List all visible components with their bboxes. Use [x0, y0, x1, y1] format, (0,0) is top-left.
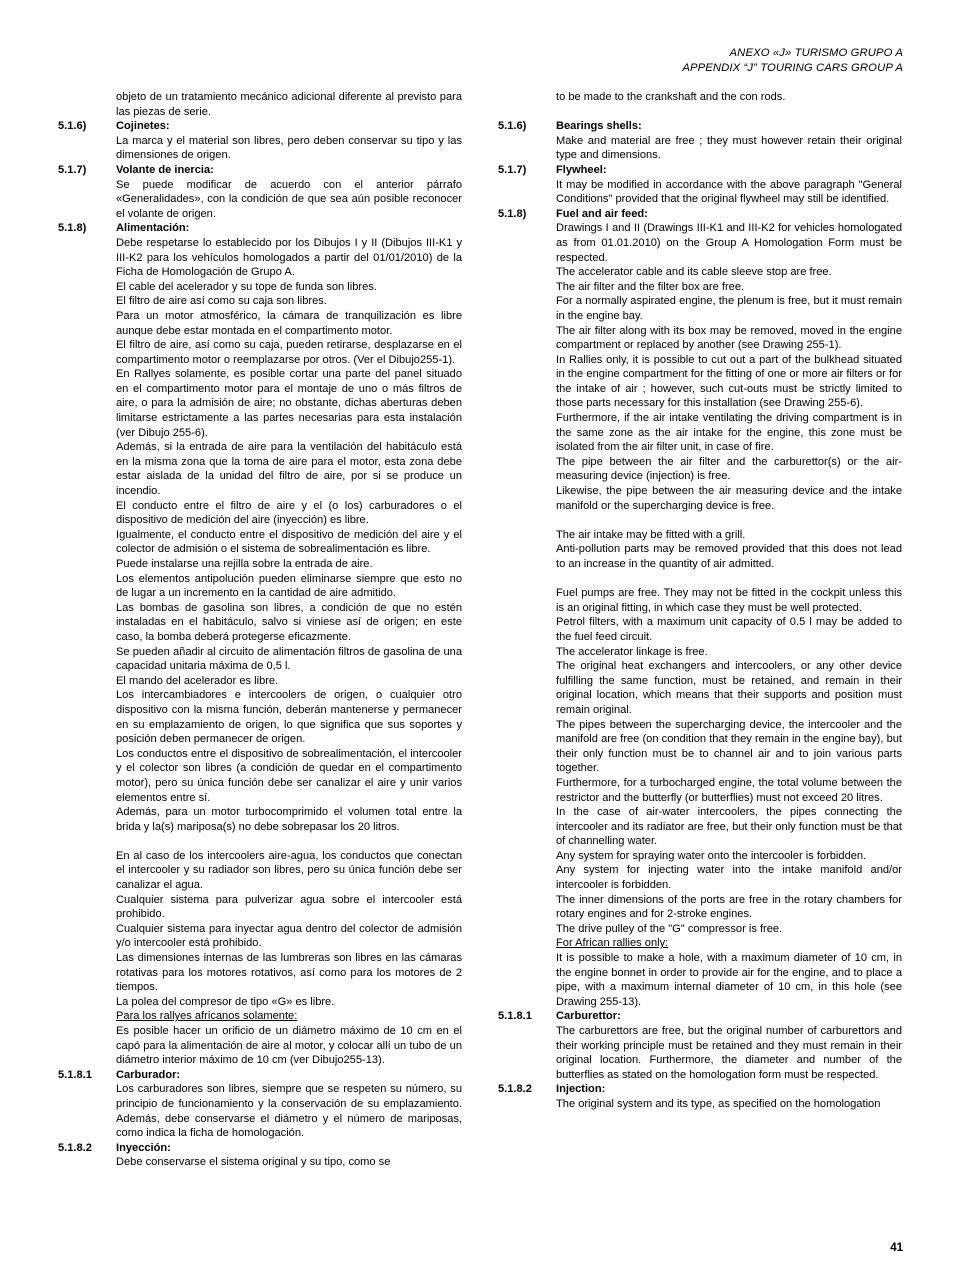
- paragraph: Cualquier sistema para pulverizar agua sobre el intercooler está prohibido.: [116, 893, 462, 921]
- paragraph: The drive pulley of the "G" compressor is free.: [556, 922, 783, 935]
- paragraph: Likewise, the pipe between the air measuring device and the intake manifold or the supercharging device is free.: [556, 485, 902, 512]
- paragraph: The pipe between the air filter and the carburettor(s) or the air-measuring device (injection) is free.: [556, 455, 902, 483]
- paragraph: In the case of air-water intercoolers, the pipes connecting the intercooler and its radiator are free, but their only function must be that of channelling water.: [556, 806, 902, 848]
- paragraph: The inner dimensions of the ports are free in the rotary chambers for rotary engines and for 2-stroke engines.: [556, 893, 902, 921]
- paragraph: La polea del compresor de tipo «G» es libre.: [116, 995, 335, 1008]
- page-number: 41: [890, 1242, 903, 1254]
- paragraph: For a normally aspirated engine, the plenum is free, but it must remain in the engine bay.: [556, 295, 902, 322]
- section-heading: 5.1.8.1 Carburador:: [58, 1068, 181, 1081]
- paragraph-gap: [556, 572, 902, 587]
- paragraph-underlined: Para los rallyes africanos solamente:: [116, 1010, 298, 1023]
- section-heading: 5.1.8.2 Inyección:: [58, 1141, 171, 1154]
- paragraph: Furthermore, for a turbocharged engine, the total volume between the restrictor and the butterfly (or butterflies) must not exceed 20 litres.: [556, 776, 902, 804]
- section-paragraphs: [556, 221, 902, 1009]
- paragraph: Petrol filters, with a maximum unit capacity of 0.5 l may be added to the fuel feed circuit.: [556, 616, 902, 643]
- paragraph: En al caso de los intercoolers aire-agua, los conductos que conectan el intercooler y su radiador son libres, pero su única función debe ser canalizar el agua.: [116, 849, 462, 892]
- paragraph: El mando del acelerador es libre.: [116, 674, 279, 687]
- paragraph-continuation: objeto de un tratamiento mecánico adicional diferente al previsto para las piezas de serie.: [116, 91, 462, 118]
- paragraph: Las dimensiones internas de las lumbreras son libres en las cámaras rotativas para los motores rotativos, así como para los motores de 2 tiempos.: [116, 952, 462, 994]
- section-heading: 5.1.7) Flywheel:: [498, 163, 607, 176]
- section-heading: 5.1.8.1 Carburettor:: [498, 1010, 621, 1023]
- two-column-body: [58, 90, 903, 1170]
- paragraph-gap: [498, 105, 902, 120]
- paragraph: Los conductos entre el dispositivo de sobrealimentación, el intercooler y el colector son libres (a condición de quedar en el compartimento motor), pero su única función debe ser canalizar el aire y unir varios elementos entre sí.: [116, 747, 462, 804]
- paragraph: Any system for spraying water onto the intercooler is forbidden.: [556, 849, 867, 862]
- section-text: Make and material are free ; they must however retain their original type and dimensions.: [556, 134, 902, 162]
- paragraph: Se pueden añadir al circuito de alimentación filtros de gasolina de una capacidad unitaria máxima de 0,5 l.: [116, 645, 462, 673]
- paragraph-underlined: For African rallies only:: [556, 937, 669, 950]
- paragraph: El conducto entre el filtro de aire y el (o los) carburadores o el dispositivo de medición del aire (inyección) es libre.: [116, 499, 462, 527]
- paragraph: Es posible hacer un orificio de un diámetro máximo de 10 cm en el capó para la alimentación de aire al motor, y colocar allí un tubo de un diámetro interior máximo de 10 cm (ver Dibujo255-13).: [116, 1025, 462, 1067]
- section-paragraphs: [116, 236, 462, 1068]
- paragraph: The pipes between the supercharging device, the intercooler and the manifold are free (on condition that they remain in the engine bay), but their only function must be to channel air and to join various parts together.: [556, 718, 902, 775]
- paragraph-continuation: to be made to the crankshaft and the con rods.: [556, 91, 786, 103]
- header-line-en: APPENDIX “J” TOURING CARS GROUP A: [682, 62, 903, 74]
- section-heading: 5.1.6) Cojinetes:: [58, 120, 170, 133]
- section-text: The carburettors are free, but the original number of carburettors and their working principle must be retained and they must remain in their original location. Furthermore, the diameter and number of the butterflies as stated on the homologation form must be respected.: [556, 1025, 902, 1081]
- column-english: [498, 90, 902, 1170]
- paragraph: Los elementos antipolución pueden eliminarse siempre que esto no de lugar a un incremento en la cantidad de aire admitido.: [116, 572, 462, 600]
- paragraph: El cable del acelerador y su tope de funda son libres.: [116, 280, 377, 293]
- section-heading: 5.1.8.2 Injection:: [498, 1083, 606, 1096]
- section-text: Debe conservarse el sistema original y su tipo, como se: [116, 1156, 391, 1169]
- paragraph: El filtro de aire así como su caja son libres.: [116, 295, 327, 308]
- paragraph: Para un motor atmosférico, la cámara de tranquilización es libre aunque debe estar montada en el compartimento motor.: [116, 309, 462, 337]
- section-text: The original system and its type, as specified on the homologation: [556, 1097, 881, 1110]
- paragraph-gap: [556, 513, 902, 528]
- section-text: La marca y el material son libres, pero deben conservar su tipo y las dimensiones de origen.: [116, 134, 462, 162]
- paragraph: Any system for injecting water into the intake manifold and/or intercooler is forbidden.: [556, 864, 902, 892]
- paragraph: Además, para un motor turbocomprimido el volumen total entre la brida y la(s) mariposa(s) no debe sobrepasar los 20 litros.: [116, 806, 462, 833]
- paragraph: The original heat exchangers and intercoolers, or any other device fulfilling the same function, must be retained, and remain in their original location, which means that their supports and position must remain original.: [556, 660, 902, 716]
- paragraph: Además, si la entrada de aire para la ventilación del habitáculo está en la misma zona que la toma de aire para el motor, esta zona debe estar aislada de la unidad del filtro de aire, por si se produce un incendio.: [116, 441, 462, 498]
- paragraph: Puede instalarse una rejilla sobre la entrada de aire.: [116, 558, 373, 570]
- section-heading: 5.1.8) Fuel and air feed:: [498, 207, 648, 220]
- section-heading: 5.1.7) Volante de inercia:: [58, 163, 214, 176]
- paragraph: Fuel pumps are free. They may not be fitted in the cockpit unless this is an original fitting, in which case they must be well protected.: [556, 587, 902, 614]
- page-header: [682, 46, 903, 76]
- paragraph: En Rallyes solamente, es posible cortar una parte del panel situado en el compartimento motor para el montaje de uno o más filtros de aire, o para la admisión de aire; no obstante, dichas aberturas deben limitarse estrictamente a las partes necesarias para esta instalación (ver Dibujo 255-6).: [116, 368, 462, 439]
- paragraph: Furthermore, if the air intake ventilating the driving compartment is in the same zone as the air intake for the engine, this zone must be isolated from the air filter unit, in case of fire.: [556, 412, 902, 454]
- paragraph: El filtro de aire, así como su caja, pueden retirarse, desplazarse en el compartimento motor o reemplazarse por otros. (Ver el Dibujo255-1).: [116, 339, 462, 366]
- section-text: Los carburadores son libres, siempre que se respeten su número, su principio de funcionamiento y la conservación de su emplazamiento. Además, debe conservarse el diámetro y el número de mariposas, como indica la ficha de homologación.: [116, 1083, 462, 1140]
- paragraph-gap: [116, 834, 462, 849]
- section-heading: 5.1.6) Bearings shells:: [498, 120, 642, 133]
- paragraph: Debe respetarse lo establecido por los Dibujos I y II (Dibujos III-K1 y III-K2 para los vehículos homologados a partir del 01/01/2010) de la Ficha de Homologación de Grupo A.: [116, 236, 462, 279]
- paragraph: The air filter and the filter box are free.: [556, 280, 745, 293]
- paragraph: The accelerator cable and its cable sleeve stop are free.: [556, 266, 832, 279]
- section-heading: 5.1.8) Alimentación:: [58, 222, 190, 235]
- paragraph: Igualmente, el conducto entre el dispositivo de medición del aire y el colector de admisión o el sistema de sobrealimentación es libre.: [116, 528, 462, 556]
- paragraph: The air intake may be fitted with a grill.: [556, 528, 746, 541]
- section-text: It may be modified in accordance with the above paragraph "General Conditions" provided that the original flywheel may still be identified.: [556, 178, 902, 206]
- header-line-es: ANEXO «J» TURISMO GRUPO A: [729, 47, 903, 59]
- paragraph: Cualquier sistema para inyectar agua dentro del colector de admisión y/o intercooler está prohibido.: [116, 922, 462, 950]
- paragraph: Las bombas de gasolina son libres, a condición de que no estén instaladas en el habitáculo, salvo si viniese así de origen; en este caso, la bomba deberá protegerse eficazmente.: [116, 601, 462, 643]
- paragraph: Drawings I and II (Drawings III-K1 and III-K2 for vehicles homologated as from 01.01.2010) on the Group A Homologation Form must be respected.: [556, 222, 902, 264]
- paragraph: In Rallies only, it is possible to cut out a part of the bulkhead situated in the engine compartment for the fitting of one or more air filters or for the intake of air ; however, such cut-outs must be strictly limited to those parts necessary for this installation (see Drawing 255-6).: [556, 353, 902, 410]
- column-spanish: [58, 90, 462, 1170]
- section-text: Se puede modificar de acuerdo con el anterior párrafo «Generalidades», con la condición de que sea aún posible reconocer el volante de origen.: [116, 178, 462, 220]
- paragraph: The accelerator linkage is free.: [556, 645, 708, 658]
- paragraph: It is possible to make a hole, with a maximum diameter of 10 cm, in the engine bonnet in order to provide air for the engine, and to place a pipe, with a maximum internal diameter of 10 cm, in this hole (see Drawing 255-13).: [556, 952, 902, 1008]
- paragraph: The air filter along with its box may be removed, moved in the engine compartment or replaced by another (see Drawing 255-1).: [556, 324, 902, 352]
- paragraph: Los intercambiadores e intercoolers de origen, o cualquier otro dispositivo con la misma función, deberán mantenerse y permanecer en su emplazamiento de origen, lo que significa que sus soportes y posición deben permanecer de origen.: [116, 689, 462, 746]
- paragraph: Anti-pollution parts may be removed provided that this does not lead to an increase in the quantity of air admitted.: [556, 543, 902, 570]
